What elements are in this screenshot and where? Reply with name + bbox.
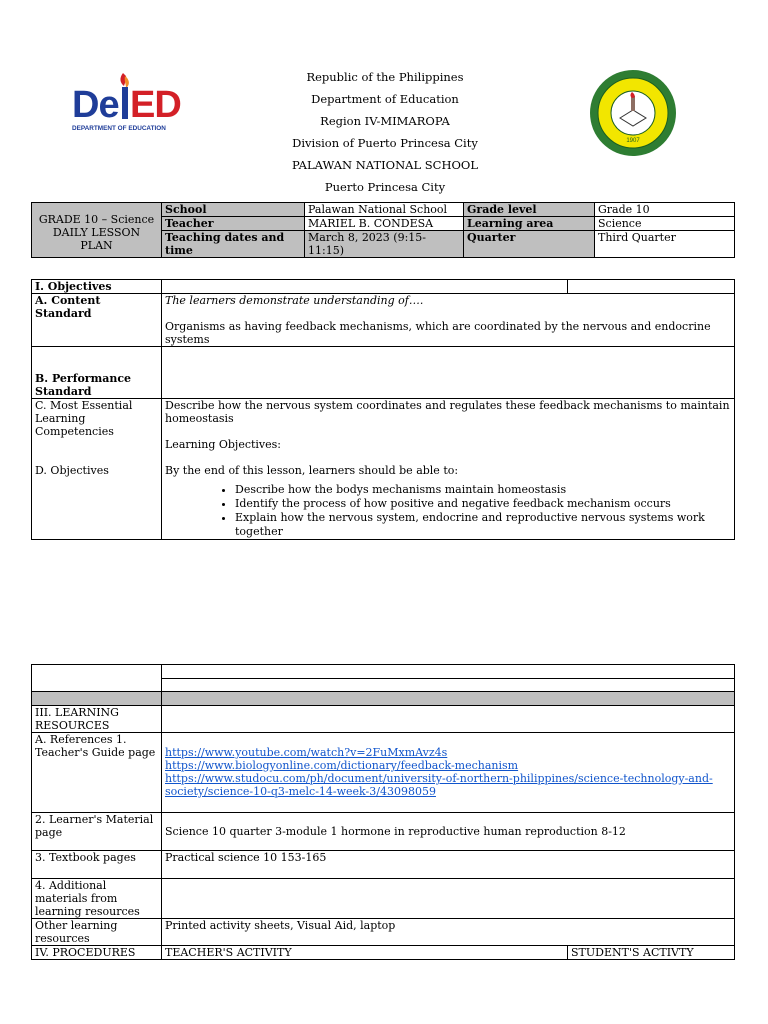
student-activity-header: STUDENT'S ACTIVTY: [568, 946, 735, 960]
grade-level-label: Grade level: [464, 203, 595, 217]
blank-cell: [162, 679, 735, 692]
svg-text:ED: ED: [130, 84, 181, 126]
header-line-city: Puerto Princesa City: [324, 180, 446, 194]
school-seal: [588, 68, 678, 158]
procedures-label: IV. PROCEDURES: [32, 946, 162, 960]
content-standard-text: Organisms as having feedback mechanisms, which are coordinated by the nervous and endocrine systems: [165, 320, 711, 346]
header-line-region: Region IV-MIMAROPA: [320, 114, 450, 128]
content-standard-label: A. Content Standard: [32, 294, 162, 347]
teacher-value: MARIEL B. CONDESA: [305, 217, 464, 231]
header-text: [230, 66, 540, 198]
resources-table: [31, 664, 735, 960]
school-value: Palawan National School: [305, 203, 464, 217]
grade-subject-title: GRADE 10 – Science: [38, 212, 155, 226]
content-standard-cell: [162, 294, 735, 347]
reference-link-biologyonline[interactable]: https://www.biologyonline.com/dictionary/feedback-mechanism: [165, 759, 519, 772]
gray-band-cell: [32, 692, 162, 706]
learners-material-label: 2. Learner's Material page: [32, 813, 162, 851]
objective-item: • Explain how the nervous system, endocrine and reproductive nervous systems work together: [235, 511, 731, 539]
textbook-pages-label: 3. Textbook pages: [32, 851, 162, 879]
reference-link-studocu[interactable]: https://www.studocu.com/ph/document/university-of-northern-philippines/science-technology-and-society/science-10-q3-melc-14-week-3/43098059: [165, 772, 713, 798]
learning-resources-heading: III. LEARNING RESOURCES: [32, 706, 162, 733]
objective-item: • Describe how the bodys mechanisms maintain homeostasis: [235, 483, 731, 497]
learners-material-value: Science 10 quarter 3-module 1 hormone in reproductive human reproduction 8-12: [162, 813, 735, 851]
references-label: A. References 1. Teacher's Guide page: [32, 733, 162, 813]
by-end-text: By the end of this lesson, learners should be able to:: [165, 464, 459, 477]
teacher-activity-header: TEACHER'S ACTIVITY: [162, 946, 568, 960]
references-links-cell: [162, 733, 735, 813]
deped-logo: [70, 70, 195, 140]
objectives-heading: I. Objectives: [32, 280, 162, 294]
melc-objectives-cell: [162, 399, 735, 540]
blank-cell: [162, 879, 735, 919]
melc-objectives-label-cell: [32, 399, 162, 540]
header-line-school: PALAWAN NATIONAL SCHOOL: [292, 158, 478, 172]
grade-level-value: Grade 10: [595, 203, 735, 217]
svg-text:De: De: [72, 84, 119, 126]
blank-cell: [162, 706, 735, 733]
additional-materials-label: 4. Additional materials from learning resources: [32, 879, 162, 919]
objective-item: • Identify the process of how positive and negative feedback mechanism occurs: [235, 497, 731, 511]
other-resources-value: Printed activity sheets, Visual Aid, laptop: [162, 919, 735, 946]
svg-text:1907: 1907: [626, 138, 640, 144]
other-resources-label: Other learning resources: [32, 919, 162, 946]
teaching-dates-value: March 8, 2023 (9:15- 11:15): [305, 231, 464, 258]
quarter-value: Third Quarter: [595, 231, 735, 258]
learning-area-value: Science: [595, 217, 735, 231]
reference-link-youtube[interactable]: https://www.youtube.com/watch?v=2FuMxmAvz4s: [165, 746, 448, 759]
learning-area-label: Learning area: [464, 217, 595, 231]
header-line-department: Department of Education: [311, 92, 459, 106]
teaching-dates-label: Teaching dates and time: [162, 231, 305, 258]
textbook-pages-value: Practical science 10 153-165: [162, 851, 735, 879]
header-line-republic: Republic of the Philippines: [306, 70, 464, 84]
objectives-heading-blank: [162, 280, 568, 294]
teacher-label: Teacher: [162, 217, 305, 231]
lesson-plan-title: [32, 203, 162, 258]
header-line-division: Division of Puerto Princesa City: [292, 136, 478, 150]
objectives-list: [165, 483, 731, 539]
blank-cell: [32, 665, 162, 692]
objectives-table: [31, 279, 735, 540]
melc-text: Describe how the nervous system coordinates and regulates these feedback mechanisms to maintain homeostasis: [165, 399, 730, 425]
daily-lesson-plan-title: DAILY LESSON PLAN: [52, 225, 141, 252]
content-standard-intro: The learners demonstrate understanding of….: [165, 294, 424, 307]
svg-text:DEPARTMENT OF EDUCATION: DEPARTMENT OF EDUCATION: [72, 125, 166, 132]
lesson-info-table: [31, 202, 735, 258]
performance-standard-label: B. Performance Standard: [32, 347, 162, 399]
quarter-label: Quarter: [464, 231, 595, 258]
objectives-heading-blank-2: [568, 280, 735, 294]
blank-cell: [162, 665, 735, 679]
school-label: School: [162, 203, 305, 217]
gray-band-cell: [162, 692, 735, 706]
melc-label: C. Most Essential Learning Competencies: [35, 399, 133, 438]
performance-standard-cell: [162, 347, 735, 399]
learning-objectives-label: Learning Objectives:: [165, 438, 282, 451]
d-objectives-label: D. Objectives: [35, 464, 109, 477]
